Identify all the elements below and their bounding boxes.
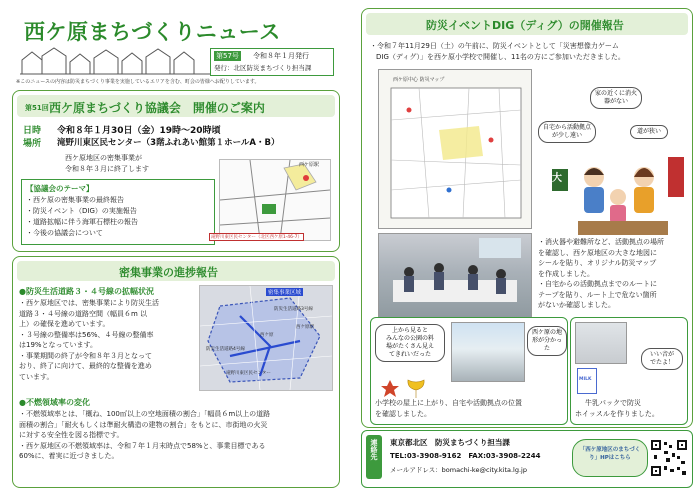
rooftop-bubble-line: みんなの公園の料 xyxy=(385,335,434,342)
dig-section xyxy=(361,8,693,428)
rooftop-text-line: 小学校の屋上に上がり、自宅や活動拠点の位置 xyxy=(375,399,522,407)
road-item-line: ・事業期間の終了が令和８年３月となって xyxy=(19,351,152,360)
rooftop-text-line: を確認しました。 xyxy=(375,410,431,418)
theme-box xyxy=(21,179,215,245)
contact-tel: TEL:03-3908-9162 FAX:03-3908-2244 xyxy=(390,452,541,460)
venue-map xyxy=(219,159,331,241)
theme-heading: 【協議会のテーマ】 xyxy=(26,184,94,193)
road-item-line: ています。 xyxy=(19,372,54,381)
family-illustration xyxy=(548,149,688,239)
dig-map-svg xyxy=(379,70,531,228)
map-label: 西ケ原 xyxy=(260,333,274,338)
notice-line-1: 西ケ原地区の密集事業が xyxy=(65,154,142,162)
milk-bubble-line: でたよ！ xyxy=(649,359,674,366)
place-label: 場所 xyxy=(23,139,42,149)
intro-line: DIG（ディグ）」を西ケ原小学校で開催し、11名の方にご参加いただきました。 xyxy=(376,53,625,61)
milk-bubble-line: いい音が xyxy=(649,351,674,358)
progress-heading: 密集事業の進捗報告 xyxy=(119,266,218,279)
workshop-photo-svg xyxy=(379,234,531,318)
milk-carton-icon xyxy=(577,368,597,394)
road-heading: ●防災生活道路３・４号線の拡幅状況 xyxy=(19,287,154,296)
dig-heading: 防災イベントDIG（ディグ）の開催報告 xyxy=(426,19,624,32)
distribution-note: ※このニュースの内容は防災まちづくり事業を実施しているエリアを含む、町会の皆様へお配りしています。 xyxy=(16,79,260,85)
fire-item-line: 面積の割合」「耐火もしくは準耐火構造の建物の割合」をもとに、市街地の火災 xyxy=(19,420,268,429)
activity-line: がないか確認しました。 xyxy=(538,301,615,309)
rooftop-bubble xyxy=(375,324,445,362)
qr-code-icon[interactable] xyxy=(650,439,688,477)
activity-line: テープを貼り、ルート上で危ない箇所 xyxy=(538,290,657,299)
sign-glyph: 大 xyxy=(552,173,562,184)
issue-date: 令和８年１月発行 xyxy=(253,52,309,60)
houses-illustration xyxy=(20,46,210,76)
publisher: 発行：北区防災まちづくり担当課 xyxy=(214,64,312,72)
map-station-label: 西ケ原駅 xyxy=(299,162,320,168)
council-number: 第51回 xyxy=(25,104,49,112)
homepage-button[interactable] xyxy=(572,439,648,477)
road-item-line: おり、終了に向けて、最終的な整備を進め xyxy=(19,362,152,370)
fire-item-line: に対する安全性を図る指標です。 xyxy=(19,431,124,439)
map-label: 西ケ原駅 xyxy=(296,325,314,330)
contact-office: 東京都北区 防災まちづくり担当課 xyxy=(390,438,510,447)
road-item-line: ・西ケ原地区では、密集事業により防災生活 xyxy=(19,299,159,307)
ginkgo-icon xyxy=(405,378,427,400)
fire-item-line: ・西ケ原地区の不燃領域率は、令和７年１月末時点で58%と、事業目標である xyxy=(19,441,266,450)
council-title: 西ケ原まちづくり協議会 開催のご案内 xyxy=(49,101,265,115)
activity-line: シールを貼り、オリジナル防災マップ xyxy=(538,259,657,267)
leaf-icon xyxy=(379,378,401,400)
rooftop-bubble-line: 場がたくさん見え xyxy=(385,343,434,350)
activity-line: を作成しました。 xyxy=(538,269,594,278)
right-page xyxy=(355,0,696,492)
map-center-label: 滝野川東区民センター（北区西ケ原1-46-7） xyxy=(211,235,303,240)
rooftop-box xyxy=(370,317,568,425)
left-page xyxy=(4,0,345,492)
whistle-photo xyxy=(575,322,627,364)
theme-item: ・西ケ原の密集事業の最終報告 xyxy=(26,196,124,204)
workshop-photo xyxy=(378,233,532,319)
map-label: 防災生活道路3号線 xyxy=(274,307,313,312)
road-item-line: 道路３・４号線の道路空間（幅員６m 以 xyxy=(19,309,148,318)
milk-box xyxy=(570,317,688,425)
dig-map-caption: 西ケ原中心 防災マップ xyxy=(393,77,445,83)
progress-section xyxy=(12,256,340,488)
theme-item: ・防災イベント（DIG）の実施報告 xyxy=(26,207,137,215)
view-bubble: 西ケ原の地形が分かった xyxy=(527,326,567,356)
road-item-line: 上）の確保を進めています。 xyxy=(19,320,110,328)
date-value: 令和８年１月30日（金）19時～20時頃 xyxy=(57,126,221,136)
speech-bubble: 家の近くに消火器がない xyxy=(590,87,642,109)
fire-list xyxy=(19,409,333,462)
place-value: 滝野川東区民センター（3階ふれあい館第１ホールA・B） xyxy=(57,138,280,148)
road-item-line: ・３号線の整備率は56%、４号線の整備率 xyxy=(19,330,154,339)
rooftop-bubble-line: 上から見ると xyxy=(391,327,428,334)
activity-list xyxy=(538,237,688,311)
contact-label-text: 連絡先 xyxy=(370,439,378,460)
council-section xyxy=(12,90,340,252)
activity-line: を確認し、西ケ原地区の大きな地図に xyxy=(538,248,657,257)
district-map xyxy=(199,285,333,391)
rooftop-bubble-line: てきれいだった xyxy=(388,351,431,358)
rooftop-photo xyxy=(451,322,525,382)
contact-footer xyxy=(361,430,693,488)
theme-item: ・今後の協議会について xyxy=(26,229,103,237)
activity-line: ・自宅からの活動拠点までのルートに xyxy=(538,280,657,288)
milk-text-line: 牛乳パックで防災 xyxy=(585,399,641,407)
page-title: 西ケ原まちづくりニュース xyxy=(24,20,281,44)
milk-text-line: ホイッスルを作りました。 xyxy=(575,410,659,418)
fire-heading: ●不燃領域率の変化 xyxy=(19,398,90,407)
masthead xyxy=(12,6,342,84)
milk-bubble xyxy=(641,348,683,370)
notice-line-2: 令和８年３月に終了します xyxy=(65,165,149,173)
road-item-line: は19%となっています。 xyxy=(19,341,97,349)
fire-item-line: 60%に、着実に近づきました。 xyxy=(19,452,119,460)
intro-line: ・令和７年11月29日（土）の午前に、防災イベントとして「災害想像力ゲーム xyxy=(370,42,619,50)
theme-item: ・道路拡幅に伴う海軍石標柱の報告 xyxy=(26,218,138,226)
speech-bubble: 道が狭い xyxy=(630,125,668,139)
date-label: 日時 xyxy=(23,126,42,136)
milk-label: MILK xyxy=(579,377,592,382)
road-list xyxy=(19,298,195,382)
homepage-button-label: 「西ケ原地区のまちづくり」HPはこちら xyxy=(579,447,641,461)
dig-map-photo xyxy=(378,69,532,229)
activity-line: ・消火器や避難所など、活動拠点の場所 xyxy=(538,238,664,246)
contact-label xyxy=(366,435,382,479)
contact-mail: メールアドレス：bomachi-ke@city.kita.lg.jp xyxy=(390,466,527,474)
map-legend: 密集事業区域 xyxy=(268,290,302,296)
map-label: 滝野川東区民センター xyxy=(226,371,271,376)
map-label: 防災生活道路4号線 xyxy=(206,347,245,352)
issue-number: 第57号 xyxy=(216,52,239,60)
speech-bubble: 自宅から活動拠点が少し遠い xyxy=(538,121,596,143)
fire-item-line: ・不燃領域率とは、「概ね、100㎡以上の空地面積の割合」「幅員６m以上の道路 xyxy=(19,410,271,418)
issue-box xyxy=(210,48,334,76)
